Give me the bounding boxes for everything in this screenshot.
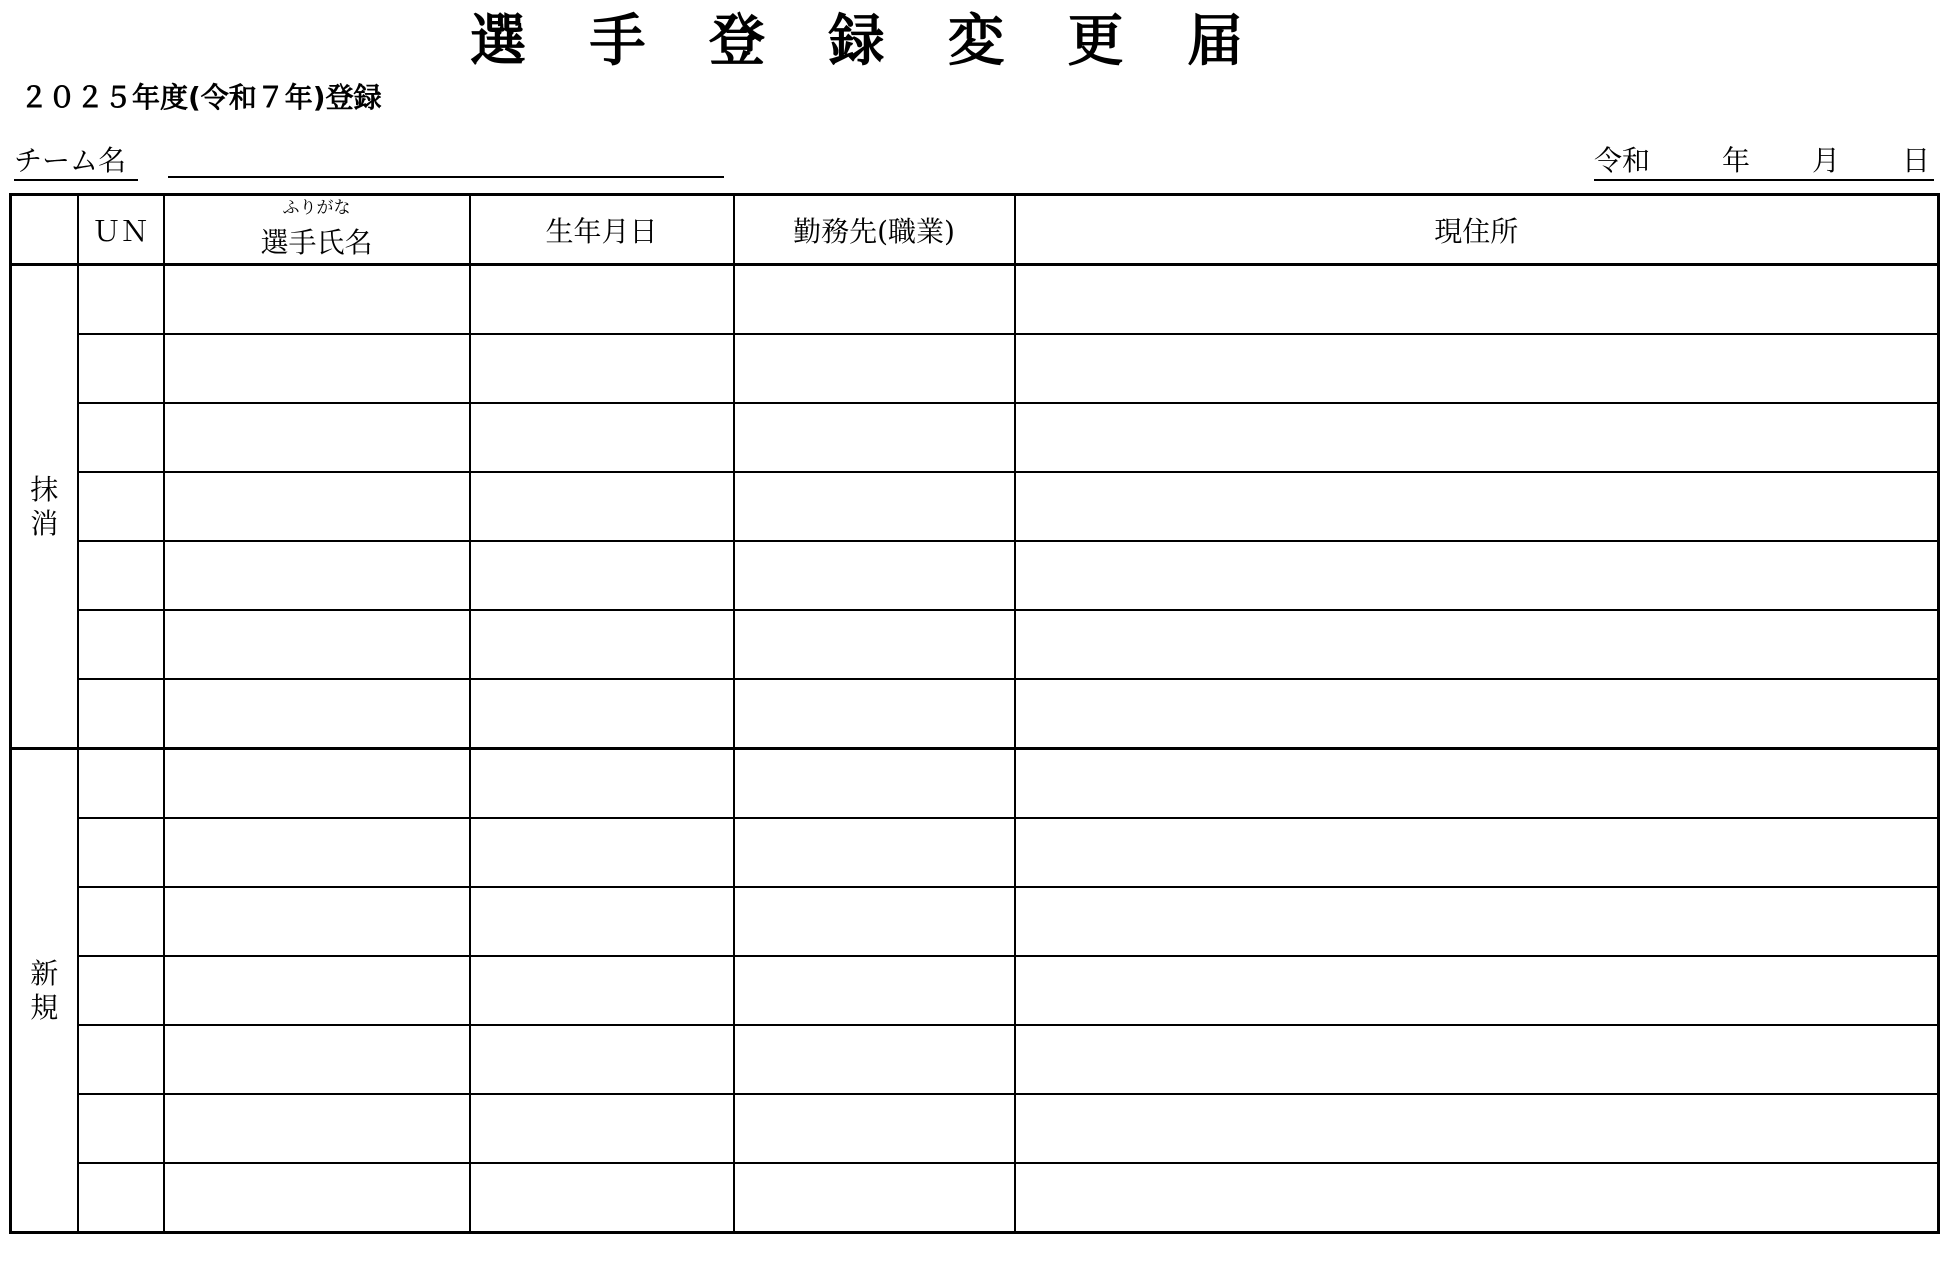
workplace-cell[interactable] — [734, 472, 1015, 541]
address-cell[interactable] — [1015, 818, 1939, 887]
uniform-number-cell[interactable] — [78, 1163, 164, 1233]
birthdate-cell[interactable] — [470, 818, 734, 887]
workplace-cell[interactable] — [734, 818, 1015, 887]
uniform-number-cell[interactable] — [78, 1025, 164, 1094]
player-name-cell[interactable] — [164, 265, 470, 335]
birthdate-cell[interactable] — [470, 610, 734, 679]
table-row — [11, 472, 1939, 541]
birthdate-cell[interactable] — [470, 956, 734, 1025]
player-name-cell[interactable] — [164, 887, 470, 956]
date-year-label: 年 — [1722, 144, 1751, 177]
workplace-cell[interactable] — [734, 679, 1015, 749]
address-cell[interactable] — [1015, 265, 1939, 335]
table-row — [11, 887, 1939, 956]
address-cell[interactable] — [1015, 541, 1939, 610]
table-row — [11, 679, 1939, 749]
team-name-label: チーム名 — [14, 143, 138, 181]
workplace-cell[interactable] — [734, 334, 1015, 403]
player-name-cell[interactable] — [164, 472, 470, 541]
uniform-number-cell[interactable] — [78, 749, 164, 819]
table-row — [11, 1025, 1939, 1094]
date-field[interactable] — [1594, 143, 1934, 181]
team-name-field[interactable] — [168, 176, 724, 178]
workplace-cell[interactable] — [734, 265, 1015, 335]
header-uniform-number: ＵＮ — [78, 195, 164, 265]
uniform-number-cell[interactable] — [78, 265, 164, 335]
birthdate-cell[interactable] — [470, 679, 734, 749]
birthdate-cell[interactable] — [470, 1163, 734, 1233]
form-title: 選 手 登 録 変 更 届 — [470, 9, 1265, 74]
uniform-number-cell[interactable] — [78, 1094, 164, 1163]
group-label-char: 消 — [30, 506, 59, 540]
group-label-cancel — [11, 265, 78, 749]
birthdate-cell[interactable] — [470, 1094, 734, 1163]
player-name-cell[interactable] — [164, 1094, 470, 1163]
player-name-cell[interactable] — [164, 679, 470, 749]
address-cell[interactable] — [1015, 887, 1939, 956]
registration-year: ２０２５年度(令和７年)登録 — [20, 81, 382, 114]
address-cell[interactable] — [1015, 334, 1939, 403]
address-cell[interactable] — [1015, 403, 1939, 472]
table-row — [11, 818, 1939, 887]
birthdate-cell[interactable] — [470, 472, 734, 541]
workplace-cell[interactable] — [734, 1025, 1015, 1094]
address-cell[interactable] — [1015, 956, 1939, 1025]
header-player-name-label: 選手氏名 — [260, 226, 373, 259]
birthdate-cell[interactable] — [470, 749, 734, 819]
birthdate-cell[interactable] — [470, 334, 734, 403]
birthdate-cell[interactable] — [470, 887, 734, 956]
workplace-cell[interactable] — [734, 403, 1015, 472]
table-row — [11, 610, 1939, 679]
registration-table — [9, 193, 1940, 1234]
address-cell[interactable] — [1015, 1163, 1939, 1233]
date-month-label: 月 — [1812, 144, 1841, 177]
uniform-number-cell[interactable] — [78, 679, 164, 749]
uniform-number-cell[interactable] — [78, 610, 164, 679]
birthdate-cell[interactable] — [470, 541, 734, 610]
workplace-cell[interactable] — [734, 541, 1015, 610]
address-cell[interactable] — [1015, 1025, 1939, 1094]
header-furigana: ふりがな — [282, 198, 351, 218]
header-group-cell — [11, 195, 78, 265]
table-row — [11, 1094, 1939, 1163]
workplace-cell[interactable] — [734, 610, 1015, 679]
date-era: 令和 — [1594, 144, 1651, 177]
workplace-cell[interactable] — [734, 956, 1015, 1025]
table-row — [11, 334, 1939, 403]
player-name-cell[interactable] — [164, 403, 470, 472]
header-workplace: 勤務先(職業) — [734, 195, 1015, 265]
address-cell[interactable] — [1015, 679, 1939, 749]
table-row — [11, 1163, 1939, 1233]
player-name-cell[interactable] — [164, 1163, 470, 1233]
workplace-cell[interactable] — [734, 887, 1015, 956]
header-birthdate: 生年月日 — [470, 195, 734, 265]
uniform-number-cell[interactable] — [78, 887, 164, 956]
address-cell[interactable] — [1015, 1094, 1939, 1163]
player-name-cell[interactable] — [164, 749, 470, 819]
group-label-new — [11, 749, 78, 1233]
group-label-char: 抹 — [30, 472, 59, 506]
group-label-char: 新 — [30, 956, 59, 990]
player-name-cell[interactable] — [164, 334, 470, 403]
uniform-number-cell[interactable] — [78, 334, 164, 403]
address-cell[interactable] — [1015, 749, 1939, 819]
uniform-number-cell[interactable] — [78, 818, 164, 887]
table-body — [11, 265, 1939, 1233]
player-name-cell[interactable] — [164, 818, 470, 887]
player-name-cell[interactable] — [164, 956, 470, 1025]
uniform-number-cell[interactable] — [78, 541, 164, 610]
player-name-cell[interactable] — [164, 610, 470, 679]
table-row — [11, 749, 1939, 819]
birthdate-cell[interactable] — [470, 403, 734, 472]
group-label-char: 規 — [30, 990, 59, 1024]
uniform-number-cell[interactable] — [78, 472, 164, 541]
player-name-cell[interactable] — [164, 541, 470, 610]
address-cell[interactable] — [1015, 610, 1939, 679]
player-name-cell[interactable] — [164, 1025, 470, 1094]
workplace-cell[interactable] — [734, 1163, 1015, 1233]
address-cell[interactable] — [1015, 472, 1939, 541]
date-day-label: 日 — [1902, 144, 1931, 177]
header-address: 現住所 — [1015, 195, 1939, 265]
header-player-name — [164, 195, 470, 265]
table-row — [11, 956, 1939, 1025]
birthdate-cell[interactable] — [470, 265, 734, 335]
table-row — [11, 265, 1939, 335]
table-row — [11, 403, 1939, 472]
birthdate-cell[interactable] — [470, 1025, 734, 1094]
uniform-number-cell[interactable] — [78, 956, 164, 1025]
workplace-cell[interactable] — [734, 1094, 1015, 1163]
workplace-cell[interactable] — [734, 749, 1015, 819]
table-row — [11, 541, 1939, 610]
uniform-number-cell[interactable] — [78, 403, 164, 472]
table-header-row — [11, 195, 1939, 265]
